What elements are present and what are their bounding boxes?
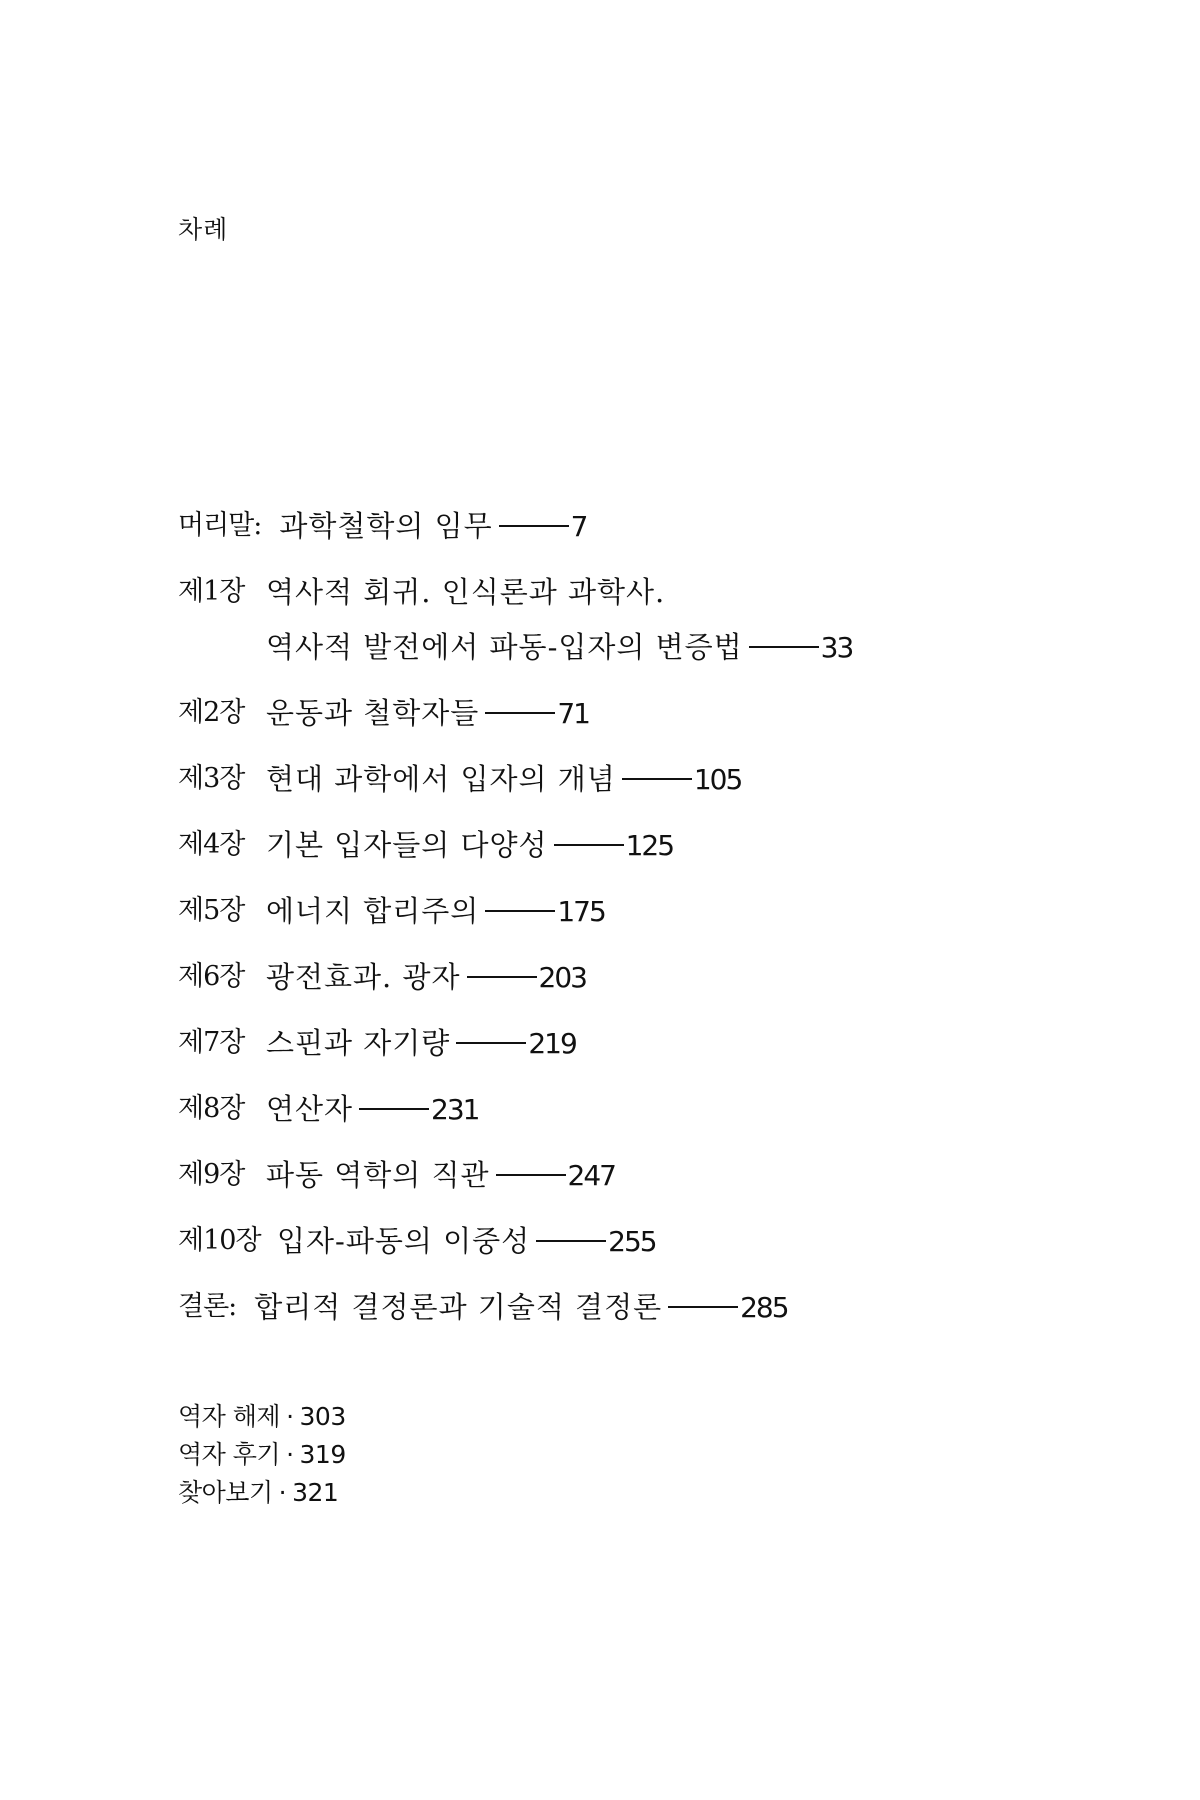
toc-entry-chapter-5 bbox=[178, 893, 1078, 959]
back-matter-page: 319 bbox=[299, 1440, 346, 1469]
toc-page-number: 33 bbox=[820, 631, 853, 664]
bullet-separator: · bbox=[286, 1402, 294, 1431]
back-matter-list bbox=[178, 1398, 346, 1512]
toc-entry-chapter-4 bbox=[178, 827, 1078, 893]
table-of-contents bbox=[178, 508, 1078, 1355]
leader-dash bbox=[668, 1306, 738, 1308]
leader-dash bbox=[749, 646, 819, 648]
toc-page-number: 125 bbox=[625, 829, 674, 862]
toc-entry-label: 제7장 bbox=[178, 1027, 245, 1058]
toc-entry-label: 제3장 bbox=[178, 763, 245, 794]
leader-dash bbox=[359, 1108, 429, 1110]
toc-entry-title: 연산자 bbox=[266, 1092, 354, 1126]
toc-entry-title: 스핀과 자기량 bbox=[266, 1026, 451, 1060]
toc-heading: 차례 bbox=[178, 215, 229, 244]
toc-entry-title: 현대 과학에서 입자의 개념 bbox=[266, 762, 616, 796]
back-matter-translator-commentary bbox=[178, 1398, 346, 1436]
leader-dash bbox=[622, 778, 692, 780]
back-matter-page: 303 bbox=[299, 1402, 346, 1431]
back-matter-page: 321 bbox=[292, 1478, 339, 1507]
toc-entry-chapter-9 bbox=[178, 1157, 1078, 1223]
toc-page-number: 219 bbox=[528, 1027, 576, 1060]
toc-entry-label: 제4장 bbox=[178, 829, 245, 860]
toc-entry-chapter-1 bbox=[178, 574, 1078, 695]
leader-dash bbox=[496, 1174, 566, 1176]
toc-entry-title: 기본 입자들의 다양성 bbox=[266, 828, 548, 862]
toc-entry-label: 제2장 bbox=[178, 697, 245, 728]
toc-entry-chapter-8 bbox=[178, 1091, 1078, 1157]
toc-entry-title-continued: 역사적 발전에서 파동-입자의 변증법 bbox=[266, 630, 743, 664]
leader-dash bbox=[536, 1240, 606, 1242]
back-matter-title: 역자 후기 bbox=[178, 1440, 281, 1469]
toc-entry-label: 결론: bbox=[178, 1291, 237, 1322]
toc-entry-label: 제8장 bbox=[178, 1093, 245, 1124]
leader-dash bbox=[499, 525, 569, 527]
toc-entry-label: 머리말: bbox=[178, 510, 262, 541]
toc-entry-chapter-3 bbox=[178, 761, 1078, 827]
toc-page-number: 105 bbox=[693, 763, 742, 796]
back-matter-index bbox=[178, 1474, 346, 1512]
back-matter-translator-afterword bbox=[178, 1436, 346, 1474]
toc-entry-chapter-7 bbox=[178, 1025, 1078, 1091]
toc-page-number: 71 bbox=[557, 697, 589, 730]
leader-dash bbox=[467, 976, 537, 978]
toc-entry-title: 과학철학의 임무 bbox=[279, 509, 493, 543]
back-matter-title: 찾아보기 bbox=[178, 1478, 273, 1507]
toc-entry-title: 입자-파동의 이중성 bbox=[277, 1224, 531, 1258]
toc-entry-label: 제9장 bbox=[178, 1159, 245, 1190]
toc-page-number: 255 bbox=[608, 1225, 656, 1258]
toc-entry-title: 에너지 합리주의 bbox=[266, 894, 480, 928]
toc-page-number: 175 bbox=[557, 895, 605, 928]
toc-entry-title: 운동과 철학자들 bbox=[266, 696, 480, 730]
toc-entry-conclusion bbox=[178, 1289, 1078, 1355]
back-matter-title: 역자 해제 bbox=[178, 1402, 281, 1431]
toc-page-number: 285 bbox=[740, 1291, 788, 1324]
leader-dash bbox=[485, 910, 555, 912]
toc-entry-label: 제10장 bbox=[178, 1225, 261, 1256]
toc-entry-label: 제6장 bbox=[178, 961, 245, 992]
toc-entry-chapter-6 bbox=[178, 959, 1078, 1025]
toc-entry-chapter-2 bbox=[178, 695, 1078, 761]
toc-page-number: 247 bbox=[567, 1159, 615, 1192]
toc-page-number: 231 bbox=[431, 1093, 479, 1126]
leader-dash bbox=[554, 844, 624, 846]
toc-page-number: 7 bbox=[570, 510, 587, 543]
leader-dash bbox=[485, 712, 555, 714]
toc-page-number: 203 bbox=[538, 961, 586, 994]
toc-entry-title: 역사적 회귀. 인식론과 과학사. bbox=[266, 575, 666, 609]
toc-entry-title: 합리적 결정론과 기술적 결정론 bbox=[254, 1290, 663, 1324]
bullet-separator: · bbox=[278, 1478, 287, 1507]
toc-entry-title: 파동 역학의 직관 bbox=[266, 1158, 490, 1192]
bullet-separator: · bbox=[286, 1440, 294, 1469]
toc-entry-title: 광전효과. 광자 bbox=[266, 960, 461, 994]
toc-entry-label: 제5장 bbox=[178, 895, 245, 926]
toc-entry-chapter-10 bbox=[178, 1223, 1078, 1289]
toc-entry-label: 제1장 bbox=[178, 576, 245, 607]
toc-entry-preface bbox=[178, 508, 1078, 574]
leader-dash bbox=[456, 1042, 526, 1044]
